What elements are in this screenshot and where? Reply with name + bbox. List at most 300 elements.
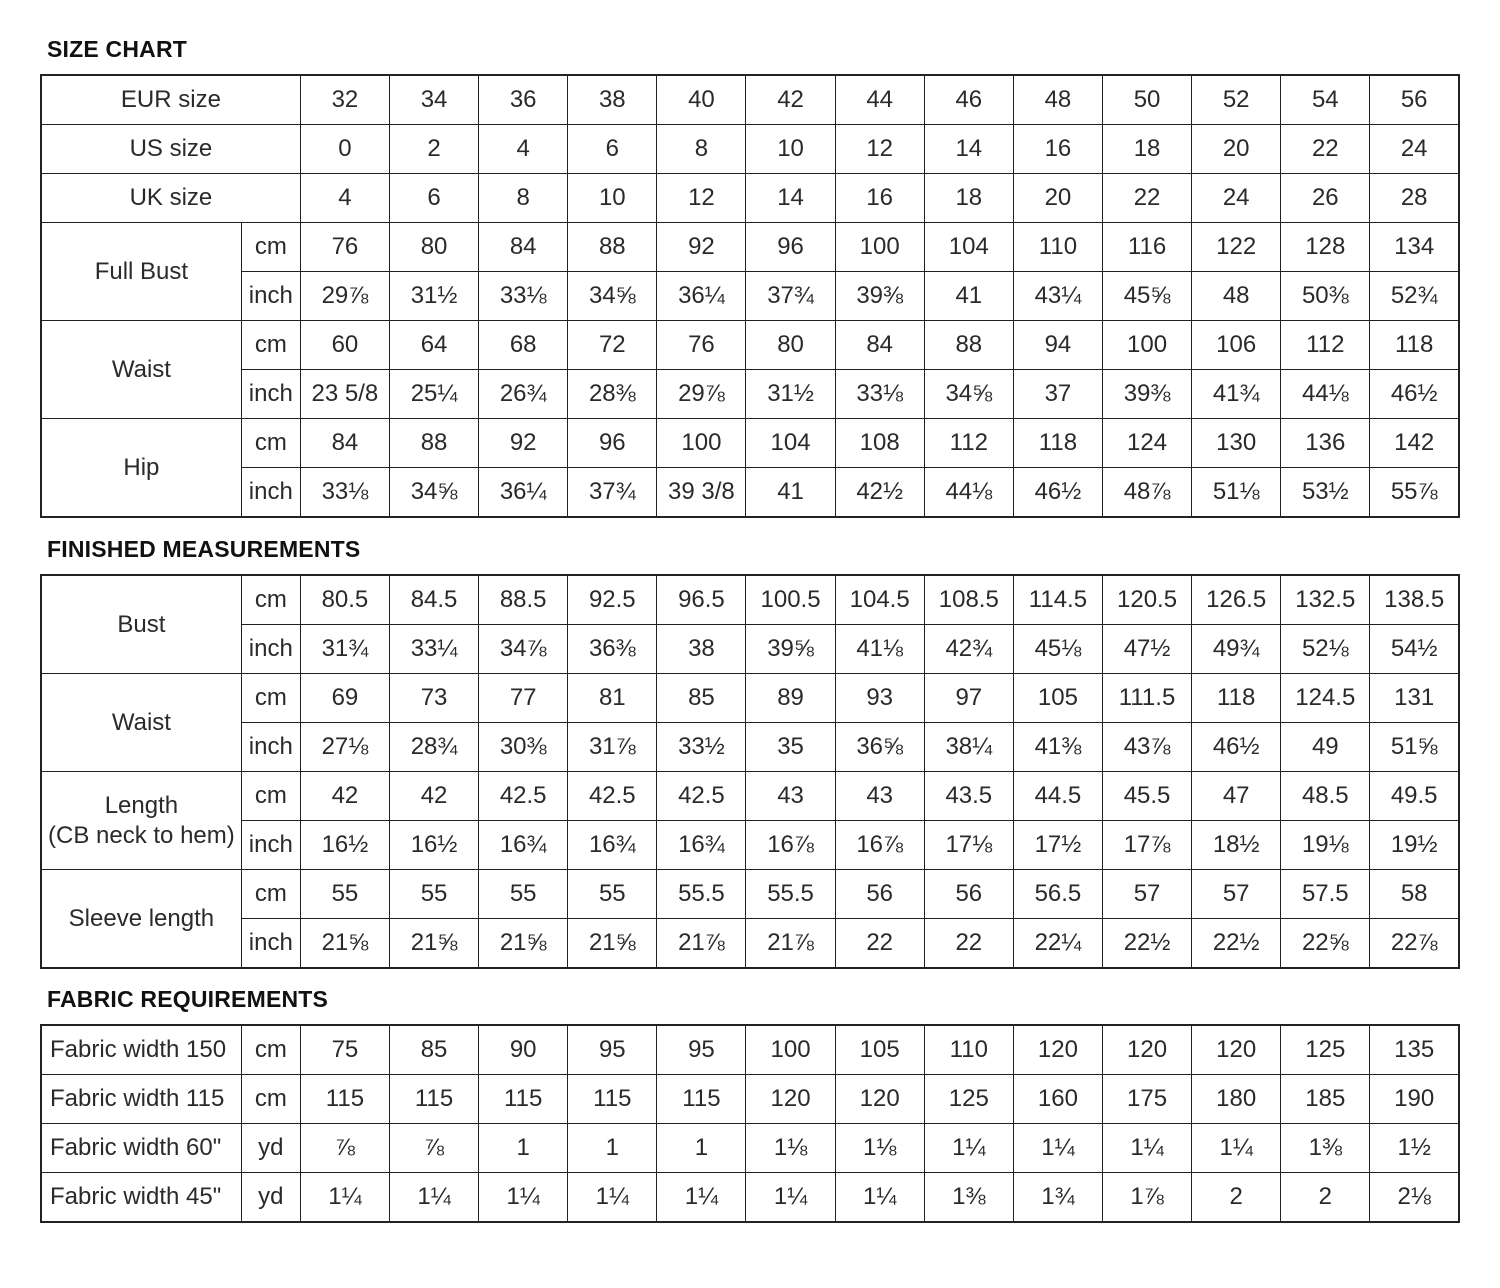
value-cell: 42½ [835,468,924,518]
value-cell: 22 [835,919,924,969]
measurement-label-text: Full Bust [94,257,189,285]
value-cell: 40 [657,75,746,125]
value-cell: 20 [1013,174,1102,223]
value-cell: 32 [300,75,389,125]
unit-cell: inch [241,272,300,321]
value-cell: 46½ [1192,723,1281,772]
value-cell: 37¾ [746,272,835,321]
value-cell: 51⅛ [1192,468,1281,518]
fabric-label: Fabric width 60" [41,1124,241,1173]
value-cell: 41⅜ [1013,723,1102,772]
value-cell: 17⅞ [1102,821,1191,870]
unit-cell: cm [241,419,300,468]
table-row [41,1124,1459,1173]
value-cell: 118 [1192,674,1281,723]
value-cell: 43.5 [924,772,1013,821]
table-row [41,125,1459,174]
value-cell: 120.5 [1102,575,1191,625]
value-cell: 33¼ [389,625,478,674]
measurement-label-text: Sleeve length [68,904,215,932]
value-cell: 22¼ [1013,919,1102,969]
finished-measurements-table [40,574,1460,969]
table-row [41,625,1459,674]
measurement-label [41,870,241,969]
value-cell: 125 [1281,1025,1370,1075]
value-cell: 56 [924,870,1013,919]
value-cell: 2 [389,125,478,174]
value-cell: 27⅛ [300,723,389,772]
value-cell: 89 [746,674,835,723]
value-cell: 1¼ [479,1173,568,1223]
value-cell: 111.5 [1102,674,1191,723]
unit-cell: cm [241,223,300,272]
value-cell: 26¾ [479,370,568,419]
value-cell: 16¾ [568,821,657,870]
value-cell: 25¼ [389,370,478,419]
value-cell: 108.5 [924,575,1013,625]
value-cell: 34 [389,75,478,125]
value-cell: 51⅝ [1370,723,1459,772]
value-cell: 55 [389,870,478,919]
value-cell: 57.5 [1281,870,1370,919]
value-cell: 16¾ [657,821,746,870]
unit-cell: cm [241,1025,300,1075]
value-cell: 44.5 [1013,772,1102,821]
value-cell: 92 [479,419,568,468]
value-cell: 28 [1370,174,1459,223]
value-cell: 19⅛ [1281,821,1370,870]
value-cell: 93 [835,674,924,723]
value-cell: 81 [568,674,657,723]
unit-cell: cm [241,870,300,919]
value-cell: 2⅛ [1370,1173,1459,1223]
value-cell: 76 [300,223,389,272]
unit-cell: inch [241,468,300,518]
size-label: US size [41,125,300,174]
value-cell: 1¼ [568,1173,657,1223]
fabric-label: Fabric width 45" [41,1173,241,1223]
value-cell: 94 [1013,321,1102,370]
value-cell: 8 [657,125,746,174]
value-cell: 84.5 [389,575,478,625]
unit-cell: yd [241,1173,300,1223]
size-chart-title: SIZE CHART [47,36,187,62]
value-cell: ⅞ [389,1124,478,1173]
value-cell: 29⅞ [300,272,389,321]
value-cell: 41 [746,468,835,518]
value-cell: 110 [1013,223,1102,272]
value-cell: 128 [1281,223,1370,272]
value-cell: 84 [300,419,389,468]
table-row [41,772,1459,821]
table-row [41,223,1459,272]
value-cell: 42¾ [924,625,1013,674]
value-cell: 125 [924,1075,1013,1124]
value-cell: 4 [300,174,389,223]
value-cell: 55 [300,870,389,919]
value-cell: 17⅛ [924,821,1013,870]
value-cell: 114.5 [1013,575,1102,625]
value-cell: 42 [389,772,478,821]
value-cell: 60 [300,321,389,370]
value-cell: 131 [1370,674,1459,723]
value-cell: 80 [389,223,478,272]
value-cell: 43¼ [1013,272,1102,321]
value-cell: 88 [389,419,478,468]
value-cell: 35 [746,723,835,772]
size-label: EUR size [41,75,300,125]
value-cell: 56 [1370,75,1459,125]
table-row [41,919,1459,969]
unit-cell: yd [241,1124,300,1173]
value-cell: 37¾ [568,468,657,518]
value-cell: 46 [924,75,1013,125]
value-cell: 120 [1102,1025,1191,1075]
value-cell: 49¾ [1192,625,1281,674]
value-cell: 1 [479,1124,568,1173]
value-cell: 68 [479,321,568,370]
value-cell: 112 [924,419,1013,468]
value-cell: 85 [389,1025,478,1075]
table-row [41,870,1459,919]
value-cell: 95 [568,1025,657,1075]
value-cell: 100 [1102,321,1191,370]
value-cell: 69 [300,674,389,723]
value-cell: 47½ [1102,625,1191,674]
unit-cell: cm [241,575,300,625]
value-cell: 80.5 [300,575,389,625]
value-cell: 49 [1281,723,1370,772]
value-cell: 105 [1013,674,1102,723]
value-cell: 31½ [389,272,478,321]
value-cell: 30⅜ [479,723,568,772]
value-cell: 106 [1192,321,1281,370]
value-cell: 39⅜ [1102,370,1191,419]
value-cell: 64 [389,321,478,370]
value-cell: 90 [479,1025,568,1075]
value-cell: 14 [924,125,1013,174]
value-cell: 43 [835,772,924,821]
value-cell: 180 [1192,1075,1281,1124]
value-cell: 16⅞ [746,821,835,870]
value-cell: 39⅝ [746,625,835,674]
value-cell: 22 [924,919,1013,969]
value-cell: 112 [1281,321,1370,370]
fabric-requirements-title: FABRIC REQUIREMENTS [47,986,329,1012]
value-cell: 14 [746,174,835,223]
value-cell: 100.5 [746,575,835,625]
value-cell: 115 [389,1075,478,1124]
value-cell: 16¾ [479,821,568,870]
value-cell: 21⅞ [657,919,746,969]
value-cell: 115 [300,1075,389,1124]
value-cell: 39 3/8 [657,468,746,518]
value-cell: 46½ [1013,468,1102,518]
value-cell: 1 [568,1124,657,1173]
value-cell: 110 [924,1025,1013,1075]
value-cell: 120 [746,1075,835,1124]
table-row [41,370,1459,419]
value-cell: 80 [746,321,835,370]
value-cell: 41 [924,272,1013,321]
unit-cell: inch [241,919,300,969]
value-cell: 126.5 [1192,575,1281,625]
size-label: UK size [41,174,300,223]
value-cell: 54½ [1370,625,1459,674]
value-cell: 8 [479,174,568,223]
value-cell: 115 [657,1075,746,1124]
table-row [41,174,1459,223]
table-row [41,1173,1459,1223]
value-cell: 22 [1102,174,1191,223]
value-cell: 45.5 [1102,772,1191,821]
value-cell: 18½ [1192,821,1281,870]
value-cell: 44⅛ [1281,370,1370,419]
table-row [41,419,1459,468]
value-cell: 16½ [300,821,389,870]
measurement-label-text: Length [104,791,179,819]
value-cell: 92.5 [568,575,657,625]
value-cell: 38 [657,625,746,674]
value-cell: 23 5/8 [300,370,389,419]
value-cell: 6 [568,125,657,174]
value-cell: 33½ [657,723,746,772]
value-cell: 48 [1013,75,1102,125]
measurement-label-text: Waist [111,355,171,383]
value-cell: 10 [746,125,835,174]
fabric-label: Fabric width 115 [41,1075,241,1124]
value-cell: 42.5 [568,772,657,821]
value-cell: 24 [1370,125,1459,174]
unit-cell: inch [241,821,300,870]
value-cell: 1¼ [746,1173,835,1223]
value-cell: 57 [1192,870,1281,919]
value-cell: 48.5 [1281,772,1370,821]
measurement-label [41,674,241,772]
value-cell: 16 [1013,125,1102,174]
value-cell: 39⅜ [835,272,924,321]
value-cell: 54 [1281,75,1370,125]
measurement-label-text: Hip [123,453,160,481]
value-cell: 46½ [1370,370,1459,419]
value-cell: 55 [479,870,568,919]
value-cell: 22⅝ [1281,919,1370,969]
value-cell: 1⅞ [1102,1173,1191,1223]
value-cell: 16 [835,174,924,223]
table-row [41,75,1459,125]
value-cell: 56.5 [1013,870,1102,919]
value-cell: 138.5 [1370,575,1459,625]
value-cell: 41¾ [1192,370,1281,419]
value-cell: 44⅛ [924,468,1013,518]
value-cell: 2 [1281,1173,1370,1223]
value-cell: 24 [1192,174,1281,223]
unit-cell: cm [241,772,300,821]
value-cell: 42 [746,75,835,125]
value-cell: 115 [568,1075,657,1124]
value-cell: 6 [389,174,478,223]
value-cell: 45⅝ [1102,272,1191,321]
table-row [41,674,1459,723]
value-cell: 135 [1370,1025,1459,1075]
value-cell: 96.5 [657,575,746,625]
measurement-label [41,419,241,518]
value-cell: 57 [1102,870,1191,919]
table-row [41,723,1459,772]
value-cell: 1¾ [1013,1173,1102,1223]
value-cell: 44 [835,75,924,125]
value-cell: 34⅝ [389,468,478,518]
value-cell: 52 [1192,75,1281,125]
value-cell: 20 [1192,125,1281,174]
value-cell: 58 [1370,870,1459,919]
fabric-requirements-table [40,1024,1460,1223]
table-row [41,272,1459,321]
value-cell: 1⅛ [835,1124,924,1173]
unit-cell: inch [241,625,300,674]
value-cell: 45⅛ [1013,625,1102,674]
value-cell: 120 [835,1075,924,1124]
value-cell: 1¼ [389,1173,478,1223]
value-cell: 10 [568,174,657,223]
value-cell: 21⅝ [389,919,478,969]
measurement-label [41,321,241,419]
value-cell: 16½ [389,821,478,870]
value-cell: 1¼ [924,1124,1013,1173]
value-cell: 104 [924,223,1013,272]
value-cell: 38 [568,75,657,125]
value-cell: 108 [835,419,924,468]
value-cell: 1½ [1370,1124,1459,1173]
value-cell: 36 [479,75,568,125]
unit-cell: cm [241,674,300,723]
value-cell: 84 [479,223,568,272]
value-cell: 115 [479,1075,568,1124]
value-cell: 1¼ [835,1173,924,1223]
value-cell: 96 [746,223,835,272]
value-cell: 118 [1013,419,1102,468]
table-row [41,575,1459,625]
value-cell: 42 [300,772,389,821]
value-cell: 1⅜ [924,1173,1013,1223]
value-cell: 34⅞ [479,625,568,674]
table-row [41,321,1459,370]
value-cell: 52⅛ [1281,625,1370,674]
value-cell: 100 [835,223,924,272]
value-cell: 28¾ [389,723,478,772]
value-cell: 18 [924,174,1013,223]
table-row [41,821,1459,870]
value-cell: 95 [657,1025,746,1075]
measurement-label-text: Waist [111,708,171,736]
value-cell: 1¼ [657,1173,746,1223]
value-cell: 43 [746,772,835,821]
value-cell: 43⅞ [1102,723,1191,772]
value-cell: 55⅞ [1370,468,1459,518]
value-cell: 55.5 [657,870,746,919]
value-cell: 1⅛ [746,1124,835,1173]
value-cell: 53½ [1281,468,1370,518]
value-cell: 26 [1281,174,1370,223]
value-cell: 104.5 [835,575,924,625]
value-cell: 185 [1281,1075,1370,1124]
table-row [41,1025,1459,1075]
value-cell: 34⅝ [568,272,657,321]
value-cell: 29⅞ [657,370,746,419]
value-cell: 55 [568,870,657,919]
value-cell: 41⅛ [835,625,924,674]
value-cell: 17½ [1013,821,1102,870]
value-cell: 31¾ [300,625,389,674]
fabric-label: Fabric width 150 [41,1025,241,1075]
unit-cell: inch [241,370,300,419]
value-cell: 19½ [1370,821,1459,870]
value-cell: 100 [657,419,746,468]
value-cell: 104 [746,419,835,468]
value-cell: 31½ [746,370,835,419]
value-cell: 36¼ [479,468,568,518]
value-cell: 75 [300,1025,389,1075]
value-cell: 1¼ [1192,1124,1281,1173]
value-cell: ⅞ [300,1124,389,1173]
value-cell: 190 [1370,1075,1459,1124]
value-cell: 49.5 [1370,772,1459,821]
value-cell: 132.5 [1281,575,1370,625]
value-cell: 105 [835,1025,924,1075]
value-cell: 1¼ [1102,1124,1191,1173]
value-cell: 85 [657,674,746,723]
value-cell: 1 [657,1124,746,1173]
value-cell: 88.5 [479,575,568,625]
value-cell: 12 [657,174,746,223]
value-cell: 76 [657,321,746,370]
measurement-label [41,223,241,321]
value-cell: 120 [1013,1025,1102,1075]
value-cell: 48⅞ [1102,468,1191,518]
value-cell: 1¼ [300,1173,389,1223]
value-cell: 33⅛ [300,468,389,518]
value-cell: 124 [1102,419,1191,468]
finished-measurements-title: FINISHED MEASUREMENTS [47,536,361,562]
value-cell: 28⅜ [568,370,657,419]
value-cell: 97 [924,674,1013,723]
value-cell: 96 [568,419,657,468]
value-cell: 88 [924,321,1013,370]
value-cell: 0 [300,125,389,174]
value-cell: 134 [1370,223,1459,272]
value-cell: 42.5 [657,772,746,821]
value-cell: 73 [389,674,478,723]
value-cell: 36⅝ [835,723,924,772]
value-cell: 33⅛ [479,272,568,321]
unit-cell: inch [241,723,300,772]
value-cell: 56 [835,870,924,919]
value-cell: 38¼ [924,723,1013,772]
value-cell: 21⅞ [746,919,835,969]
value-cell: 136 [1281,419,1370,468]
table-row [41,468,1459,518]
value-cell: 72 [568,321,657,370]
value-cell: 21⅝ [568,919,657,969]
value-cell: 100 [746,1025,835,1075]
unit-cell: cm [241,1075,300,1124]
value-cell: 22 [1281,125,1370,174]
size-chart-table [40,74,1460,518]
value-cell: 92 [657,223,746,272]
value-cell: 12 [835,125,924,174]
measurement-label-text: Bust [117,610,166,638]
value-cell: 21⅝ [479,919,568,969]
